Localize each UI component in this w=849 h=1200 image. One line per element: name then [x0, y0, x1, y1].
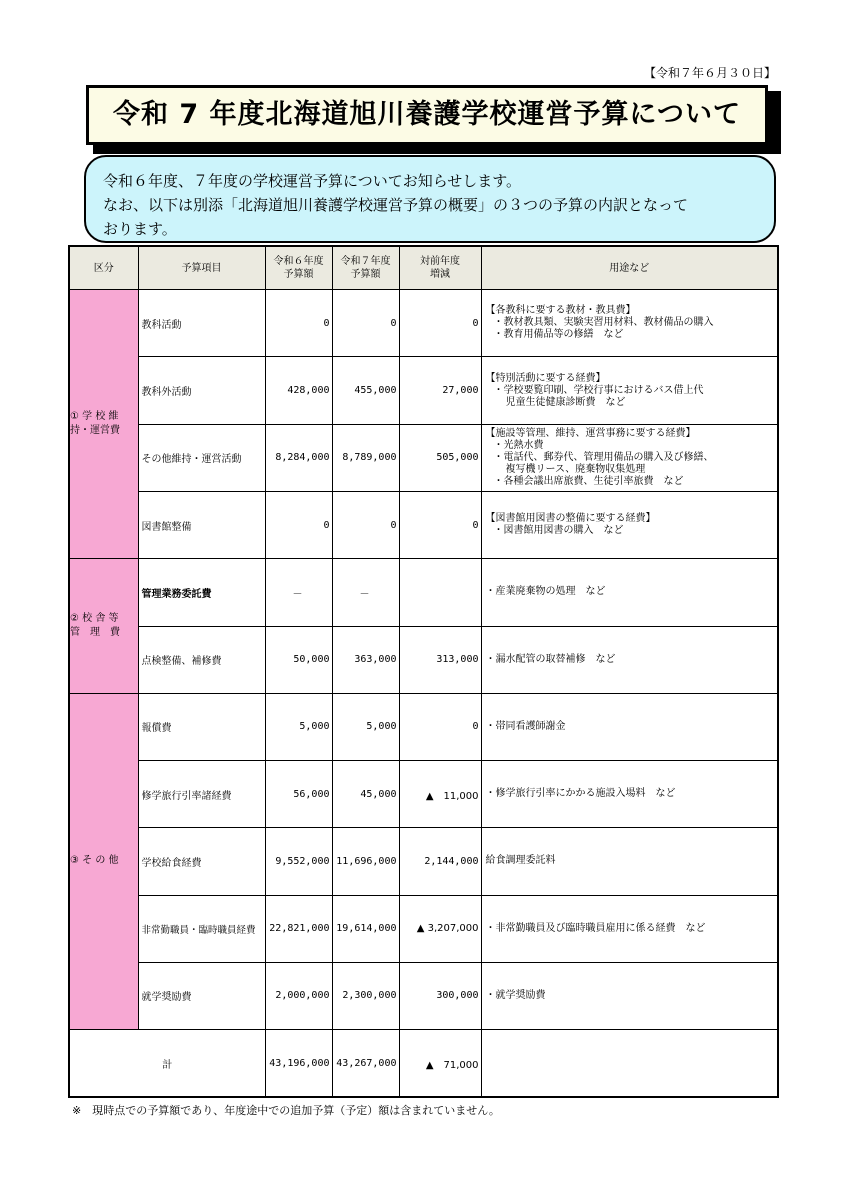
- row-r7: 0: [332, 491, 399, 558]
- row-diff: [399, 559, 481, 626]
- row-item: 就学奨励費: [138, 962, 265, 1029]
- table-row: [69, 693, 778, 760]
- row-item: 教科活動: [138, 290, 265, 357]
- row-item: 非常勤職員・臨時職員経費: [138, 895, 265, 962]
- table-row: [69, 357, 778, 424]
- row-item: 修学旅行引率諸経費: [138, 761, 265, 828]
- table-row: [69, 962, 778, 1029]
- category-3-cell: ③ そ の 他: [69, 693, 138, 1029]
- row-diff: 0: [399, 693, 481, 760]
- total-r6: 43,196,000: [265, 1030, 332, 1097]
- footnote: ※ 現時点での予算額であり、年度途中での追加予算（予定）額は含まれていません。: [72, 1104, 500, 1117]
- row-r7: －: [332, 559, 399, 626]
- notice-box: [84, 155, 776, 243]
- row-r6: 9,552,000: [265, 828, 332, 895]
- row-diff: ▲ 3,207,000: [399, 895, 481, 962]
- row-item: 学校給食経費: [138, 828, 265, 895]
- notice-line-3: おります。: [103, 220, 177, 238]
- total-r7: 43,267,000: [332, 1030, 399, 1097]
- row-usage: ・修学旅行引率にかかる施設入場料 など: [481, 761, 778, 828]
- row-item: 管理業務委託費: [138, 559, 265, 626]
- total-label: 計: [69, 1030, 265, 1097]
- row-usage: ・産業廃棄物の処理 など: [481, 559, 778, 626]
- row-r6: 0: [265, 491, 332, 558]
- row-usage: ・就学奨励費: [481, 962, 778, 1029]
- row-r7: 11,696,000: [332, 828, 399, 895]
- row-r6: 8,284,000: [265, 424, 332, 491]
- row-r7: 363,000: [332, 626, 399, 693]
- row-usage: 【図書館用図書の整備に要する経費】 ・図書館用図書の購入 など: [481, 491, 778, 558]
- row-r7: 5,000: [332, 693, 399, 760]
- row-usage: 【特別活動に要する経費】 ・学校要覧印刷、学校行事におけるバス借上代 児童生徒健康診断費 など: [481, 357, 778, 424]
- row-diff: 300,000: [399, 962, 481, 1029]
- row-r7: 2,300,000: [332, 962, 399, 1029]
- row-r6: 56,000: [265, 761, 332, 828]
- table-row: [69, 895, 778, 962]
- row-diff: 313,000: [399, 626, 481, 693]
- table-row: [69, 559, 778, 626]
- row-usage: ・帯同看護師謝金: [481, 693, 778, 760]
- total-usage: [481, 1030, 778, 1097]
- row-r7: 45,000: [332, 761, 399, 828]
- row-usage: 【施設等管理、維持、運営事務に要する経費】 ・光熱水費 ・電話代、郵券代、管理用備品の購入及び修繕、 複写機リース、廃棄物収集処理 ・各種会議出席旅費、生徒引率旅費 など: [481, 424, 778, 491]
- budget-table: [68, 245, 779, 1098]
- header-r6: 令和６年度 予算額: [265, 246, 332, 290]
- row-item: 図書館整備: [138, 491, 265, 558]
- row-usage: 【各教科に要する教材・教具費】 ・教材教具類、実験実習用材料、教材備品の購入 ・教育用備品等の修繕 など: [481, 290, 778, 357]
- table-row: [69, 828, 778, 895]
- total-row: [69, 1030, 778, 1097]
- row-r6: 428,000: [265, 357, 332, 424]
- row-r6: 22,821,000: [265, 895, 332, 962]
- header-r7: 令和７年度 予算額: [332, 246, 399, 290]
- row-r6: 2,000,000: [265, 962, 332, 1029]
- notice-line-2: なお、以下は別添「北海道旭川養護学校運営予算の概要」の３つの予算の内訳となって: [103, 196, 689, 214]
- row-diff: ▲ 11,000: [399, 761, 481, 828]
- row-r6: 50,000: [265, 626, 332, 693]
- row-item: その他維持・運営活動: [138, 424, 265, 491]
- row-diff: 0: [399, 491, 481, 558]
- notice-line-1: 令和６年度、７年度の学校運営予算についてお知らせします。: [103, 172, 522, 190]
- row-r6: 5,000: [265, 693, 332, 760]
- row-r6: －: [265, 559, 332, 626]
- table-row: [69, 290, 778, 357]
- header-usage: 用途など: [481, 246, 778, 290]
- page-title: 令和 7 年度北海道旭川養護学校運営予算について: [86, 85, 768, 145]
- row-diff: 2,144,000: [399, 828, 481, 895]
- row-usage: ・非常勤職員及び臨時職員雇用に係る経費 など: [481, 895, 778, 962]
- table-row: [69, 626, 778, 693]
- header-item: 予算項目: [138, 246, 265, 290]
- category-1-cell: ① 学 校 維 持・運営費: [69, 290, 138, 559]
- row-diff: 505,000: [399, 424, 481, 491]
- row-usage: 給食調理委託料: [481, 828, 778, 895]
- row-item: 教科外活動: [138, 357, 265, 424]
- table-row: [69, 491, 778, 558]
- document-date: 【令和７年６月３０日】: [643, 66, 776, 80]
- row-usage: ・漏水配管の取替補修 など: [481, 626, 778, 693]
- row-r7: 19,614,000: [332, 895, 399, 962]
- row-r7: 455,000: [332, 357, 399, 424]
- table-row: [69, 424, 778, 491]
- header-category: 区分: [69, 246, 138, 290]
- table-header-row: [69, 246, 778, 290]
- row-item: 点検整備、補修費: [138, 626, 265, 693]
- row-r7: 8,789,000: [332, 424, 399, 491]
- header-diff: 対前年度 増減: [399, 246, 481, 290]
- row-diff: 27,000: [399, 357, 481, 424]
- total-diff: ▲ 71,000: [399, 1030, 481, 1097]
- row-item: 報償費: [138, 693, 265, 760]
- row-r7: 0: [332, 290, 399, 357]
- category-2-cell: ② 校 舎 等 管 理 費: [69, 559, 138, 694]
- table-row: [69, 761, 778, 828]
- row-diff: 0: [399, 290, 481, 357]
- row-r6: 0: [265, 290, 332, 357]
